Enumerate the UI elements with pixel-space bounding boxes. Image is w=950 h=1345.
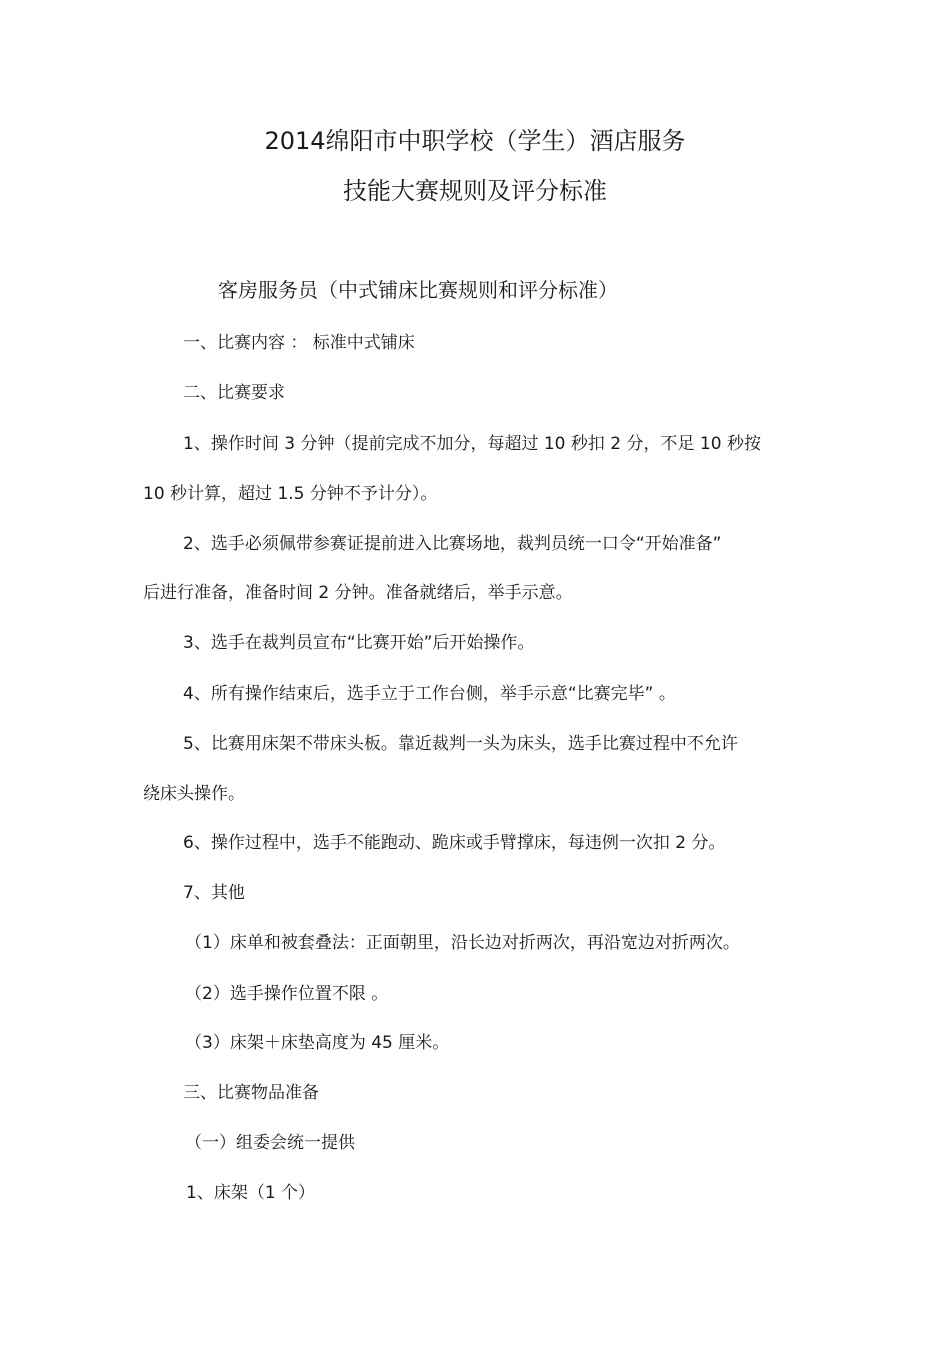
document-title-line-1: 2014绵阳市中职学校（学生）酒店服务 — [264, 127, 686, 155]
rule-item-1-line-2: 10 秒计算，超过 1.5 分钟不予计分）。 — [143, 484, 438, 504]
rule-item-2-line-2: 后进行准备，准备时间 2 分钟。准备就绪后，举手示意。 — [143, 583, 573, 603]
rule-item-3: 3、选手在裁判员宣布“比赛开始”后开始操作。 — [183, 633, 535, 653]
section-heading-requirements: 二、比赛要求 — [183, 383, 285, 403]
section-heading-materials: 三、比赛物品准备 — [183, 1083, 319, 1103]
materials-item-bed-frame: 1、床架（1 个） — [186, 1183, 316, 1203]
document-title-line-2: 技能大赛规则及评分标准 — [343, 177, 607, 205]
rule-item-7: 7、其他 — [183, 883, 245, 903]
materials-subheading-provided: （一）组委会统一提供 — [185, 1133, 355, 1153]
rule-item-7-sub-2: （2）选手操作位置不限 。 — [185, 984, 389, 1004]
rule-item-1-line-1: 1、操作时间 3 分钟（提前完成不加分，每超过 10 秒扣 2 分，不足 10 秒按 — [183, 434, 761, 454]
rule-item-4: 4、所有操作结束后，选手立于工作台侧，举手示意“比赛完毕” 。 — [183, 684, 676, 704]
rule-item-7-sub-3: （3）床架＋床垫高度为 45 厘米。 — [185, 1033, 450, 1053]
rule-item-2-line-1: 2、选手必须佩带参赛证提前进入比赛场地，裁判员统一口令“开始准备” — [183, 534, 722, 554]
rule-item-5-line-1: 5、比赛用床架不带床头板。靠近裁判一头为床头，选手比赛过程中不允许 — [183, 734, 738, 754]
rule-item-7-sub-1: （1）床单和被套叠法：正面朝里，沿长边对折两次，再沿宽边对折两次。 — [185, 933, 740, 953]
rule-item-5-line-2: 绕床头操作。 — [143, 784, 245, 804]
rule-item-6: 6、操作过程中，选手不能跑动、跪床或手臂撑床，每违例一次扣 2 分。 — [183, 833, 726, 853]
section-heading-contents: 一、比赛内容 ： 标准中式铺床 — [183, 333, 415, 353]
section-subtitle: 客房服务员（中式铺床比赛规则和评分标准） — [218, 278, 618, 302]
